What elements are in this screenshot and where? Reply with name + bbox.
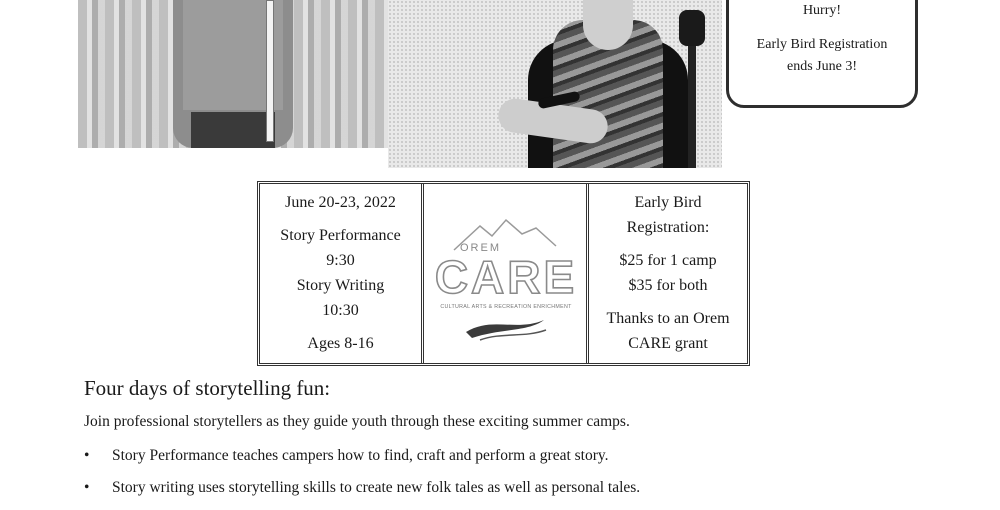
age-range: Ages 8-16 xyxy=(307,335,374,352)
pricing-heading-2: Registration: xyxy=(626,219,710,236)
writing-label: Story Writing xyxy=(296,277,385,294)
photo-storyteller-left xyxy=(78,0,408,148)
orem-care-logo xyxy=(432,212,580,342)
performer-figure xyxy=(173,0,293,148)
camp-dates: June 20-23, 2022 xyxy=(285,194,396,211)
mic-stand xyxy=(266,0,274,142)
swoosh-icon xyxy=(432,310,580,350)
list-item xyxy=(84,478,640,510)
pricing-cell xyxy=(589,184,747,363)
grant-thanks-2: CARE grant xyxy=(628,335,708,352)
notice-line: Early Bird Registration xyxy=(756,37,888,52)
bullet-text: Story Performance teaches campers how to find, craft and perform a great story. xyxy=(112,447,609,464)
bullet-icon: • xyxy=(84,479,90,496)
notice-deadline: ends June 3! xyxy=(787,59,857,74)
notice-hurry: Hurry! xyxy=(802,3,842,18)
camp-bullet-list xyxy=(84,446,640,510)
writing-time: 10:30 xyxy=(322,302,359,319)
schedule-cell xyxy=(260,184,424,363)
microphone-icon xyxy=(679,10,705,46)
camp-info-table xyxy=(257,181,750,366)
logo-tagline: CULTURAL ARTS & RECREATION ENRICHMENT xyxy=(440,304,572,310)
grant-thanks: Thanks to an Orem xyxy=(606,310,730,327)
price-both-camps: $35 for both xyxy=(628,277,708,294)
pricing-heading: Early Bird xyxy=(634,194,702,211)
performance-label: Story Performance xyxy=(280,227,401,244)
bullet-text: Story writing uses storytelling skills to create new folk tales as well as personal tales. xyxy=(112,479,641,496)
early-bird-notice xyxy=(726,0,918,108)
performance-time: 9:30 xyxy=(326,252,355,269)
photo-storyteller-right xyxy=(388,0,722,168)
mountain-icon xyxy=(432,212,580,252)
section-heading: Four days of storytelling fun: xyxy=(84,376,331,400)
performer-figure xyxy=(503,0,703,168)
logo-orem: OREM xyxy=(460,242,501,254)
bullet-icon: • xyxy=(84,447,90,464)
price-one-camp: $25 for 1 camp xyxy=(619,252,717,269)
logo-cell xyxy=(424,184,589,363)
list-item xyxy=(84,446,640,478)
intro-paragraph: Join professional storytellers as they guide youth through these exciting summer camps. xyxy=(84,413,630,430)
logo-care: CARE xyxy=(434,251,578,303)
